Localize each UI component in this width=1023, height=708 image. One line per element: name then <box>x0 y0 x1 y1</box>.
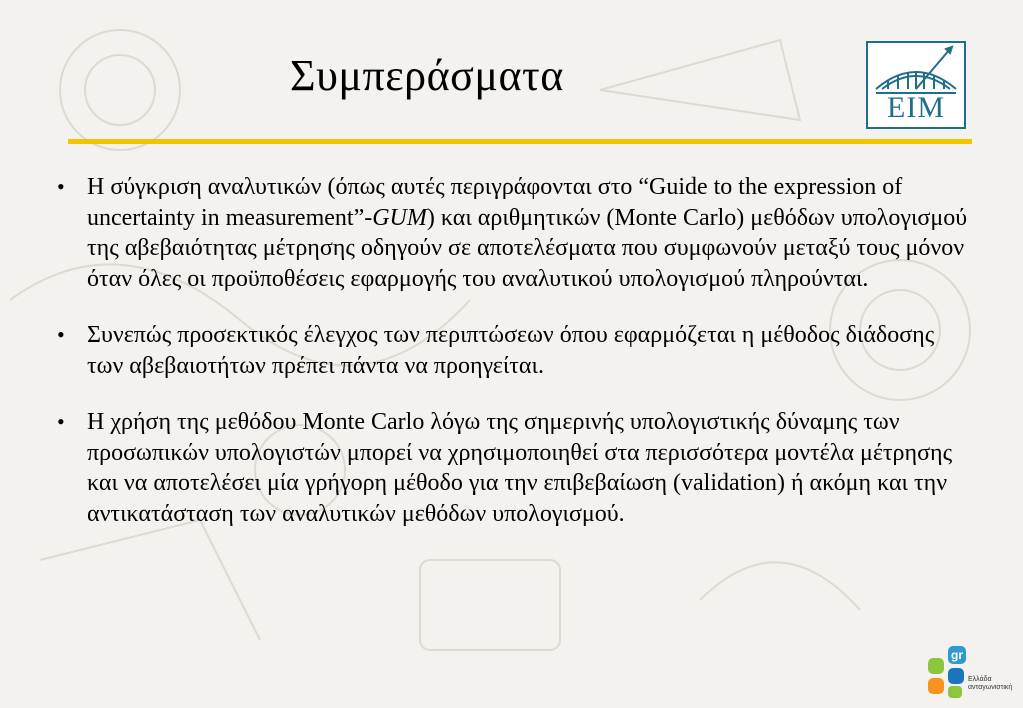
logo-caption-line: Ελλάδα <box>968 676 992 683</box>
logo-square-lightgreen-icon <box>948 686 962 698</box>
title-underline <box>68 139 972 144</box>
bullet-text: Συνεπώς προσεκτικός έλεγχος των περιπτώσεων όπου εφαρμόζεται η μέθοδος διάδοσης των αβεβαιοτήτων πρέπει πάντα να προηγείται. <box>87 322 935 379</box>
greece-competitiveness-logo <box>926 644 1018 702</box>
bullet-text: Η σύγκριση αναλυτικών (όπως αυτές περιγράφονται στο “Guide to the expression of uncertainty in measurement”- <box>87 174 903 231</box>
slide-title: Συμπεράσματα <box>290 51 564 100</box>
bullet-dot: • <box>57 409 65 434</box>
bullet-item <box>55 407 975 529</box>
bullet-dot: • <box>57 322 65 347</box>
bullet-dot: • <box>57 174 65 199</box>
bullet-item <box>55 320 975 381</box>
logo-mark: gr <box>951 648 963 662</box>
logo-caption-line: ανταγωνιστική <box>968 684 1013 691</box>
bullet-list <box>55 172 975 555</box>
logo-text: EIM <box>887 91 945 124</box>
bullet-item <box>55 172 975 294</box>
bullet-text: ) και αριθμητικών (Monte Carlo) μεθόδων υπολογισμού της αβεβαιότητας μέτρησης οδηγούν σε αποτελέσματα που συμφωνούν μεταξύ τους μόνον όταν όλες οι προϋποθέσεις εφαρμογής του αναλυτικού υπολογισμού πληρούνται. <box>87 204 968 292</box>
eim-logo <box>866 41 966 129</box>
logo-square-orange-icon <box>928 678 944 694</box>
logo-square-darkblue-icon <box>948 668 964 684</box>
bullet-text-italic: GUM <box>372 204 427 231</box>
logo-caption <box>968 676 1012 692</box>
bullet-text: Η χρήση της μεθόδου Monte Carlo λόγω της σημερινής υπολογιστικής δύναμης των προσωπικών υπολογιστών μπορεί να χρησιμοποιηθεί στα περισσότερα μοντέλα μέτρησης και να αποτελέσει μία γρήγορη μέθοδο για την επιβεβαίωση (validation) ή ακόμη και την αντικατάσταση των αναλυτικών μεθόδων υπολογισμού. <box>87 409 953 527</box>
logo-square-green-icon <box>928 658 944 674</box>
